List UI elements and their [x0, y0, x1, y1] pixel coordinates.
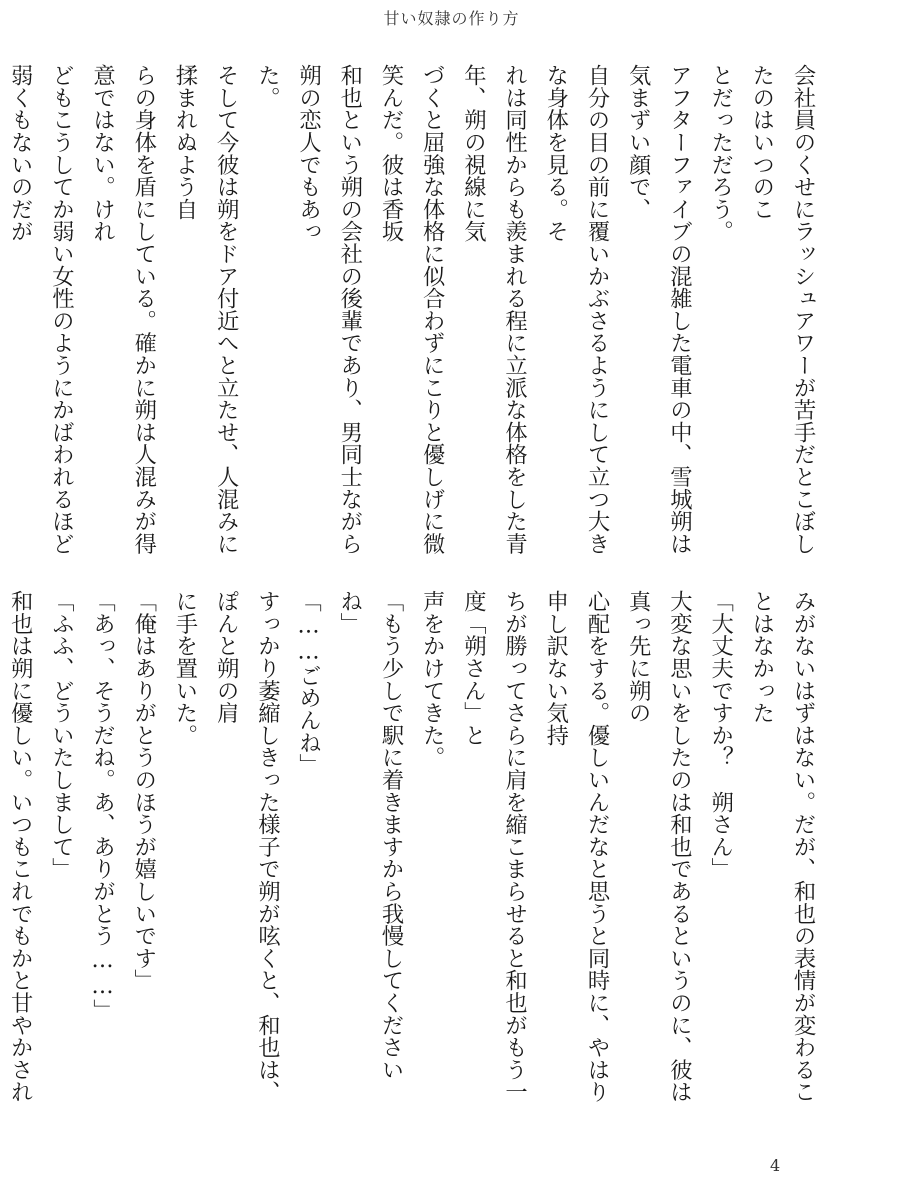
page-number: 4: [770, 1156, 781, 1175]
running-header: 甘い奴隷の作り方: [383, 9, 520, 28]
text-line: 「あっ、そうだね。あ、ありがとう……」: [89, 590, 116, 1022]
text-line: に手を置いた。: [171, 590, 198, 747]
text-line: 会社員のくせにラッシュアワーが苦手だとこぼしたのはいつのこ: [748, 64, 816, 555]
text-line: 「……ごめんね」: [295, 590, 322, 776]
text-line: 自分の目の前に覆いかぶさるようにして立つ大きな身体を見る。そ: [542, 64, 610, 555]
text-line: 「俺はありがとうのほうが嬉しいです」: [130, 590, 157, 992]
text-line: 大変な思いをしたのは和也であるというのに、彼は真っ先に朔の: [625, 590, 693, 1103]
text-line: すっかり萎縮しきった様子で朔が呟くと、和也は、ぽんと朔の肩: [213, 590, 281, 1103]
text-line: 「大丈夫ですか？ 朔さん」: [707, 590, 734, 880]
text-line: ちが勝ってさらに肩を縮こまらせると和也がもう一度「朔さん」と: [460, 590, 528, 1103]
text-line: 「もう少しで駅に着きますから我慢してくださいね」: [336, 590, 404, 1081]
text-line: 声をかけてきた。: [419, 590, 446, 769]
upper-text-block: [7, 64, 823, 564]
text-line: そして今彼は朔をドア付近へと立たせ、人混みに揉まれぬよう自: [171, 64, 240, 555]
text-line: 和也は朔に優しい。いつもこれでもかと甘やかされ: [7, 590, 34, 1103]
lower-text-block: [7, 590, 823, 1110]
text-line: れは同性からも羨まれる程に立派な体格をした青年、朔の視線に気: [460, 64, 528, 555]
text-line: とだっただろう。: [707, 64, 734, 243]
text-line: づくと屈強な体格に似合わずにこりと優しげに微笑んだ。彼は香坂: [377, 64, 446, 555]
text-line: みがないはずはない。だが、和也の表情が変わることはなかった: [748, 590, 816, 1103]
text-line: 「ふふ、どういたしまして」: [48, 590, 75, 880]
text-line: どもこうしてか弱い女性のようにかばわれるほど弱くもないのだが: [7, 64, 75, 555]
text-line: アフターファイブの混雑した電車の中、雪城朔は気まずい顔で、: [625, 64, 693, 555]
text-line: 和也という朔の会社の後輩であり、男同士ながら朔の恋人でもあっ: [295, 64, 363, 555]
text-line: た。: [254, 64, 281, 109]
text-line: らの身体を盾にしている。確かに朔は人混みが得意ではない。けれ: [89, 64, 157, 555]
text-line: 心配をする。優しいんだなと思うと同時に、やはり申し訳ない気持: [542, 590, 610, 1103]
